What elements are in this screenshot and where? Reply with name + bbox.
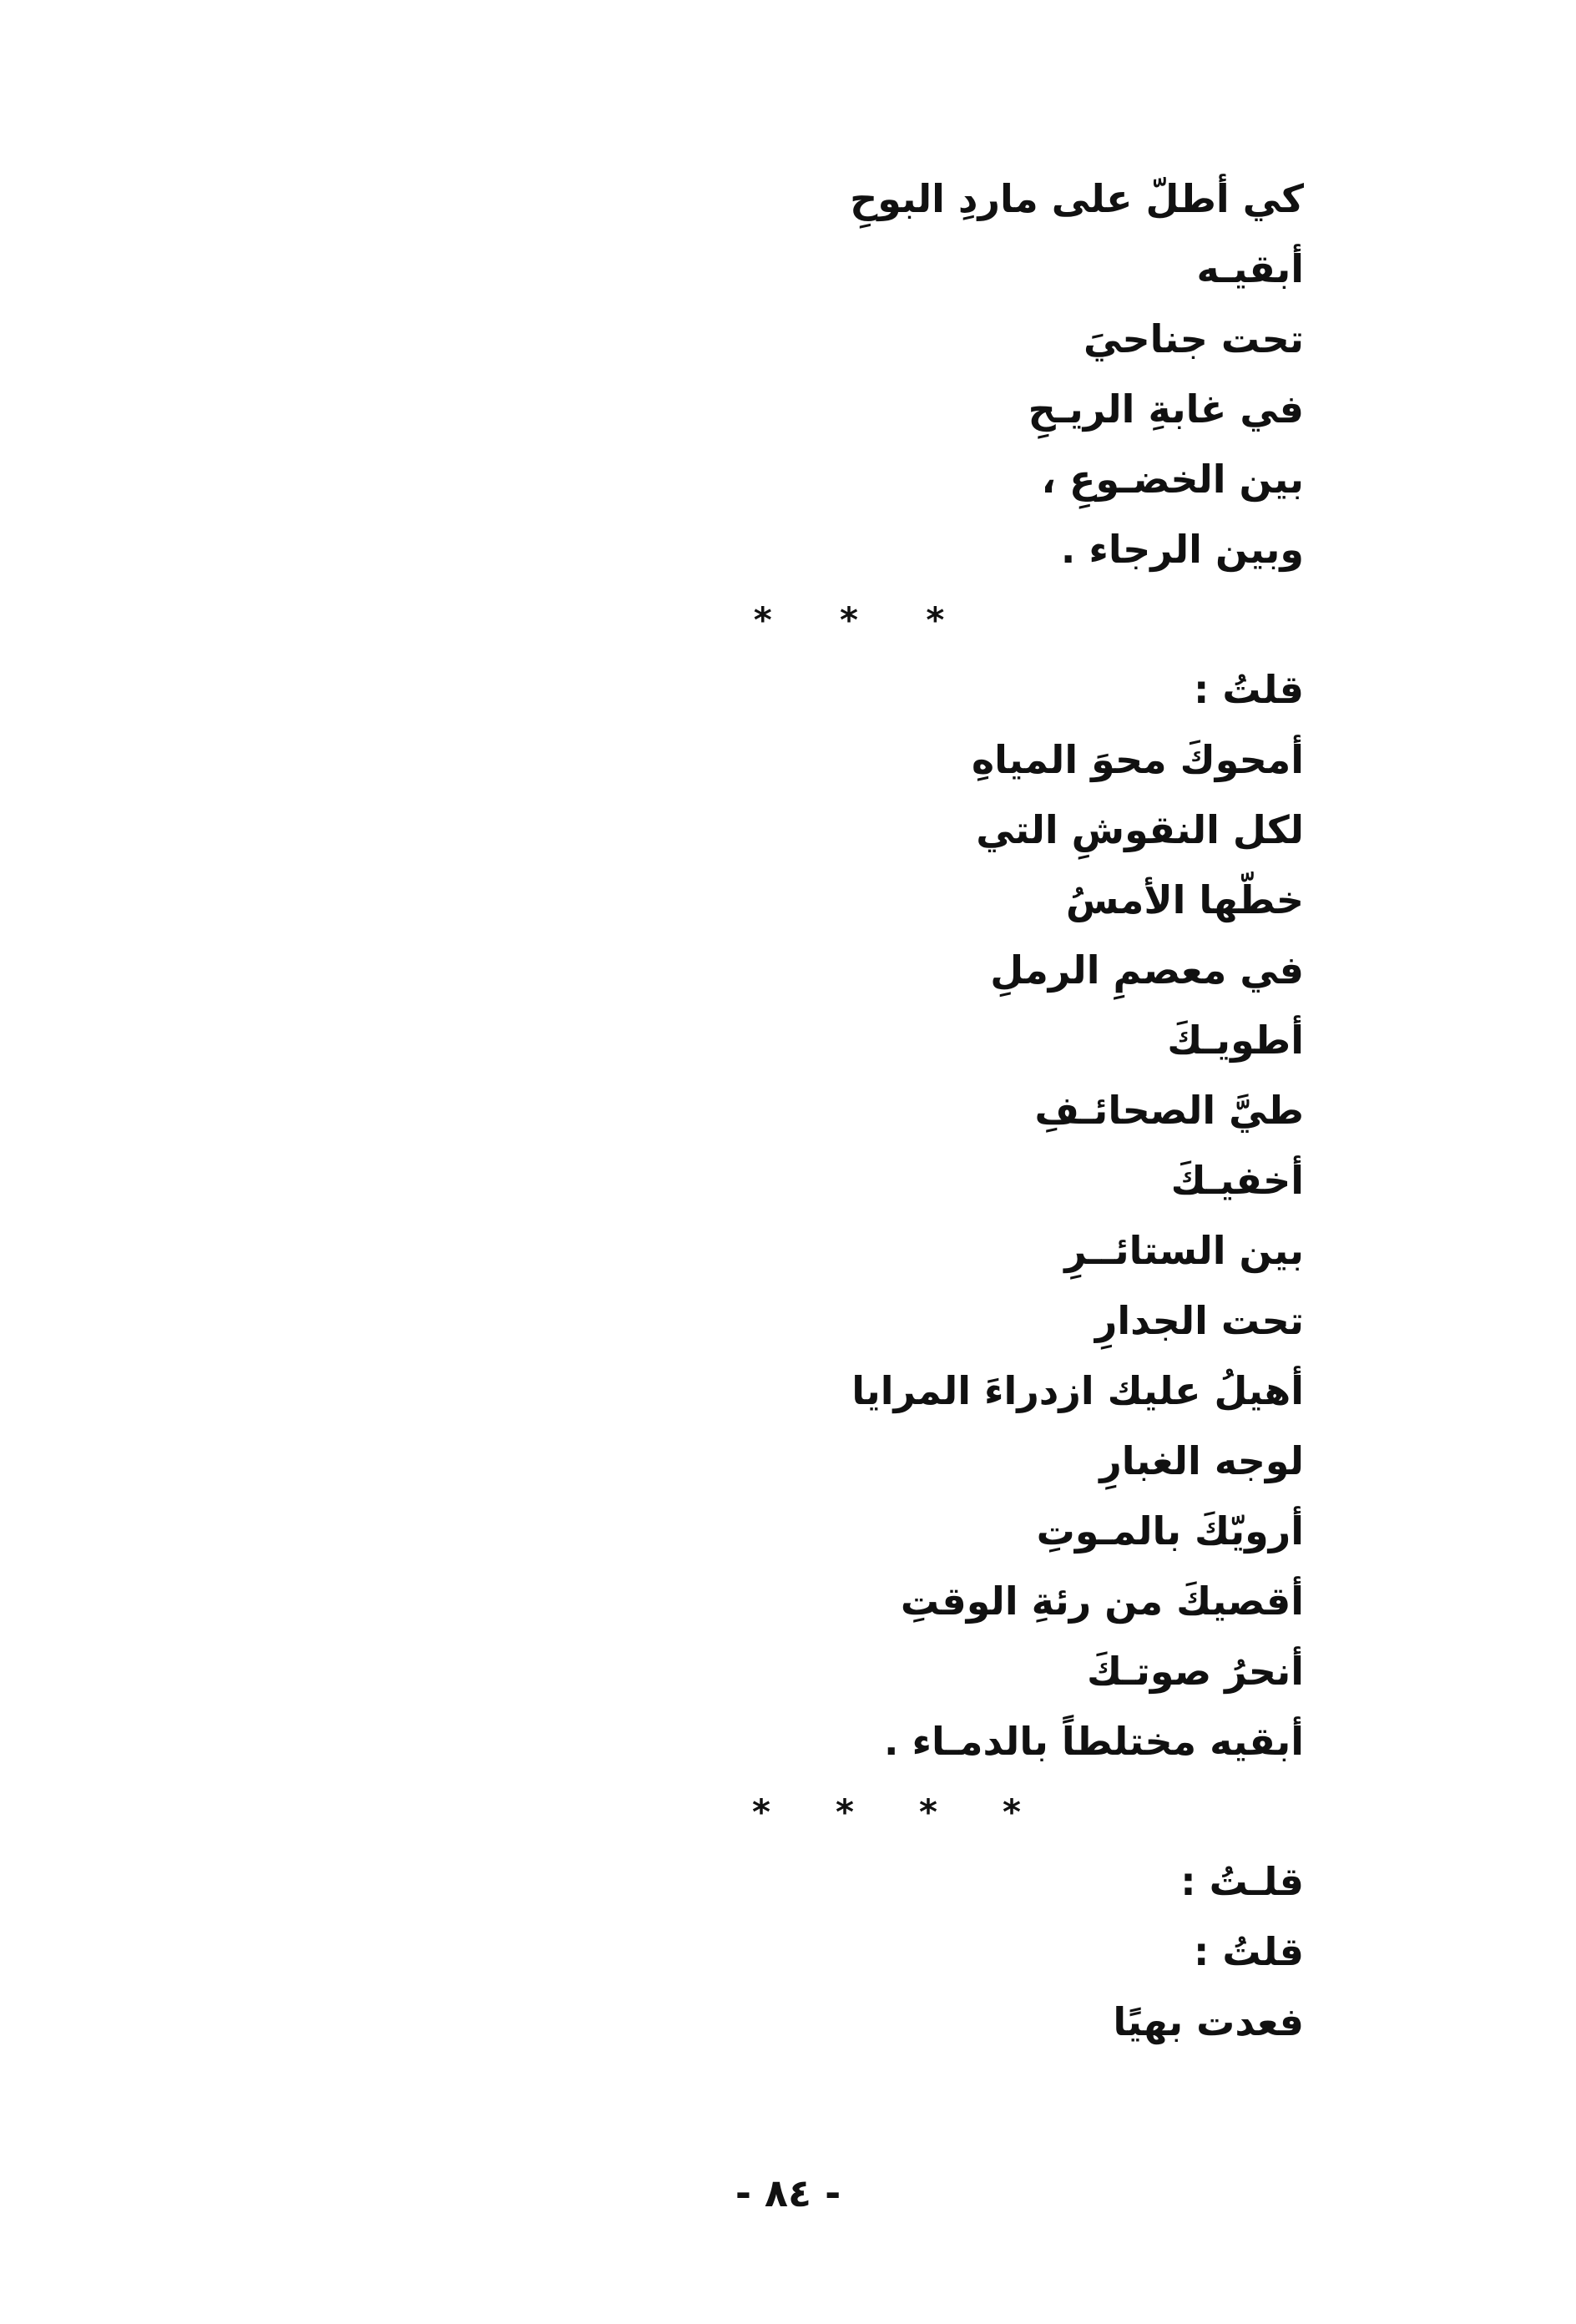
poem-line: أبقيـه	[1196, 246, 1304, 291]
separator-star: *	[926, 599, 945, 640]
poem-line: في معصمِ الرملِ	[990, 947, 1304, 993]
separator-star: *	[840, 599, 858, 640]
poem-line: أرويّكَ بالمـوتِ	[1036, 1508, 1304, 1554]
poem-line: أخفيـكَ	[1170, 1158, 1304, 1203]
poem-line: قلتُ :	[1193, 667, 1304, 712]
stanza-separator	[720, 1776, 1304, 1847]
poem-body	[720, 164, 1304, 2057]
poem-line: بين الخضـوعِ ،	[1041, 457, 1304, 502]
page-number: - ٨٤ -	[735, 2170, 841, 2215]
separator-star: *	[1003, 1791, 1021, 1832]
poem-line: لوجه الغبارِ	[1099, 1438, 1304, 1483]
poem-line: قلـتُ :	[1180, 1859, 1304, 1904]
poem-line: أهيلُ عليك ازدراءَ المرايا	[851, 1368, 1304, 1413]
poem-line: طيَّ الصحائـفِ	[1034, 1088, 1304, 1133]
poem-line: أنحرُ صوتـكَ	[1087, 1649, 1304, 1694]
poem-line: كي أطلّ على ماردِ البوحِ	[850, 176, 1304, 221]
poem-line: فعدت بهيًا	[1113, 1999, 1304, 2044]
poem-line: تحت جناحيَ	[1083, 316, 1304, 361]
poem-line: في غابةِ الريـحِ	[1028, 386, 1304, 432]
poem-line: بين الستائــرِ	[1064, 1228, 1304, 1273]
poem-line: أمحوكَ محوَ المياهِ	[972, 737, 1304, 782]
poem-line: أبقيه مختلطاً بالدمـاء .	[884, 1719, 1304, 1764]
poem-line: لكل النقوشِ التي	[976, 807, 1304, 852]
separator-star: *	[836, 1791, 854, 1832]
poem-line: خطّها الأمسُ	[1065, 877, 1304, 922]
separator-star: *	[753, 599, 772, 640]
separator-star: *	[752, 1791, 770, 1832]
poem-line: قلتُ :	[1193, 1929, 1304, 1974]
poem-line: أقصيكَ من رئةِ الوقتِ	[900, 1579, 1304, 1624]
poem-line: وبين الرجاء .	[1060, 527, 1304, 572]
poem-line: أطويـكَ	[1167, 1018, 1304, 1063]
poem-line: تحت الجدارِ	[1094, 1298, 1304, 1343]
separator-star: *	[919, 1791, 937, 1832]
stanza-separator	[720, 584, 1304, 654]
